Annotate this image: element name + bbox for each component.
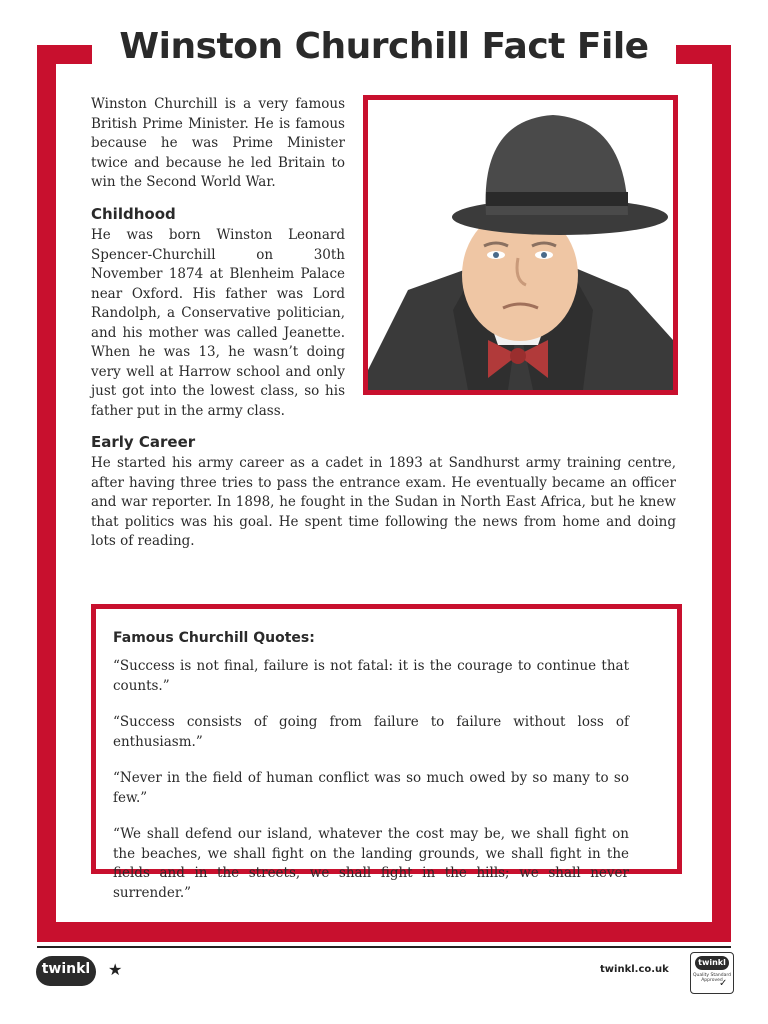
- quotes-heading: Famous Churchill Quotes:: [113, 630, 315, 646]
- intro-paragraph: Winston Churchill is a very famous British Prime Minister. He is famous because he was Prime Minister twice and because he led Britain to win the Second World War.: [91, 96, 345, 190]
- badge-text: Quality Standard Approved: [693, 973, 731, 983]
- early-career-heading: Early Career: [91, 433, 196, 451]
- quote-item: “Success consists of going from failure to failure without loss of enthusiasm.”: [113, 714, 629, 750]
- childhood-heading: Childhood: [91, 205, 176, 223]
- star-icon: ★: [108, 960, 123, 979]
- early-career-paragraph: He started his army career as a cadet in 1893 at Sandhurst army training centre, after having three tries to pass the entrance exam. He eventually became an officer and war reporter. In 1898, he fought in the Sudan in North East Africa, but he knew that politics was his goal. He spent time following the news from home and doing lots of reading.: [91, 455, 676, 549]
- quotes-box: [91, 604, 682, 901]
- page-title: Winston Churchill Fact File: [119, 26, 649, 67]
- site-link[interactable]: twinkl.co.uk: [600, 964, 669, 975]
- footer-divider: [37, 946, 731, 948]
- quality-badge-icon: [690, 952, 734, 994]
- childhood-paragraph: He was born Winston Leonard Spencer-Churchill on 30th November 1874 at Blenheim Palace near Oxford. His father was Lord Randolph, a Conservative politician, and his mother was called Jeanette. When he was 13, he wasn’t doing very well at Harrow school and only just got into the lowest class, so his father put in the army class.: [91, 227, 345, 419]
- quote-item: “We shall defend our island, whatever the cost may be, we shall fight on the beaches, we shall fight on the landing grounds, we shall fight in the fields and in the streets, we shall fight in the hills; we shall never surrender.”: [113, 826, 629, 901]
- twinkl-logo[interactable]: [36, 956, 96, 986]
- badge-logo: twinkl: [695, 956, 729, 970]
- quote-item: “Success is not final, failure is not fatal: it is the courage to continue that counts.”: [113, 658, 629, 694]
- quotes-list: [113, 657, 629, 920]
- portrait-image: [368, 100, 673, 390]
- portrait-frame: [363, 95, 678, 395]
- check-icon: ✓: [719, 978, 728, 989]
- quote-item: “Never in the field of human conflict was so much owed by so many to so few.”: [113, 770, 629, 806]
- quotes-box-inner: [96, 609, 677, 901]
- twinkl-logo-text: twinkl: [41, 961, 91, 977]
- churchill-portrait-illustration: [368, 100, 673, 390]
